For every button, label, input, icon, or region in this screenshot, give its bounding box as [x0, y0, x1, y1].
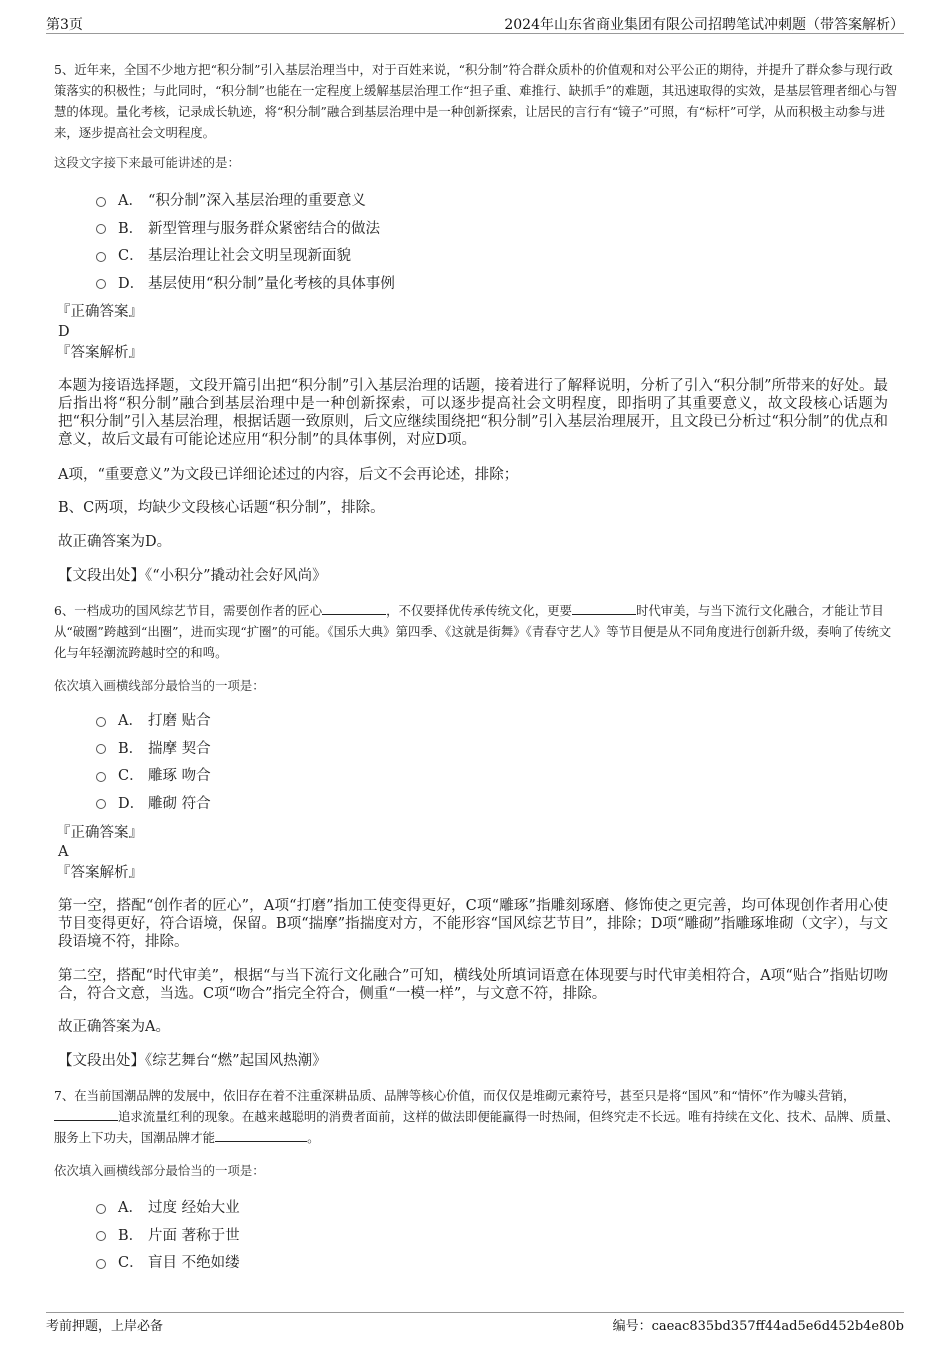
answer-value: A	[58, 844, 69, 860]
question-5-prompt: 这段文字接下来最可能讲述的是：	[54, 155, 240, 170]
question-5-text: 5、近年来，全国不少地方把“积分制”引入基层治理当中，对于百姓来说，“积分制”符合群众质朴的价值观和对公平公正的期待，并提升了群众参与现行政策落实的积极性；与此同时，“积分制”也能在一定程度上缓解基层治理工作“担子重、难推行、缺抓手”的难题，其迅速取得的实效，是基层管理者细心与智慧的体现。量化考核，记录成长轨迹，将“积分制”融合到基层治理中是一种创新探索，让居民的言行有“镜子”可照，有“标杆”可学，从而积极主动参与进来，逐步提高社会文明程度。	[54, 62, 898, 140]
analysis-label: 『答案解析』	[56, 345, 143, 361]
option-b[interactable]: B． 新型管理与服务群众紧密结合的做法	[96, 214, 395, 242]
header-divider	[46, 33, 904, 34]
option-b[interactable]: B． 片面 著称于世	[96, 1221, 240, 1249]
footer-divider	[46, 1312, 904, 1313]
radio-icon[interactable]	[96, 197, 106, 207]
analysis-paragraph: 故正确答案为D。	[58, 534, 172, 550]
source-citation: 【文段出处】《“小积分”撬动社会好风尚》	[58, 568, 327, 584]
fill-blank	[572, 602, 636, 615]
question-7-options	[96, 1193, 240, 1276]
document-title: 2024年山东省商业集团有限公司招聘笔试冲刺题（带答案解析）	[504, 17, 904, 33]
radio-icon[interactable]	[96, 1204, 106, 1214]
option-a[interactable]: A． “积分制”深入基层治理的重要意义	[96, 186, 395, 214]
answer-label: 『正确答案』	[56, 825, 143, 841]
footer-slogan: 考前押题，上岸必备	[46, 1319, 164, 1334]
question-7-text: 7、在当前国潮品牌的发展中，依旧存在着不注重深耕品质、品牌等核心价值，而仅仅是堆砌元素符号，甚至只是将“国风”和“情怀”作为噱头营销，追求流量红利的现象。在越来越聪明的消费者面前，这样的做法即便能赢得一时热闹，但终究走不长远。唯有持续在文化、技术、品牌、质量、服务上下功夫，国潮品牌才能 。	[54, 1088, 899, 1145]
question-6-text: 6、一档成功的国风综艺节目，需要创作者的匠心 ，不仅要择优传承传统文化，更要 时代审美，与当下流行文化融合，才能让节目从“破圈”跨越到“出圈”，进而实现“扩圈”的可能。《国乐大典》第四季、《这就是街舞》《青春守艺人》等节目便是从不同角度进行创新升级，奏响了传统文化与年轻潮流跨越时空的和鸣。	[54, 603, 892, 660]
radio-icon[interactable]	[96, 279, 106, 289]
radio-icon[interactable]	[96, 252, 106, 262]
option-c[interactable]: C． 盲目 不绝如缕	[96, 1248, 240, 1276]
analysis-paragraph: B、C两项，均缺少文段核心话题“积分制”，排除。	[58, 500, 385, 516]
fill-blank	[215, 1129, 307, 1142]
option-d[interactable]: D． 雕砌 符合	[96, 789, 211, 817]
option-a[interactable]: A． 过度 经始大业	[96, 1193, 240, 1221]
analysis-paragraph: 第一空，搭配“创作者的匠心”，A项“打磨”指加工使变得更好，C项“雕琢”指雕刻琢磨、修饰使之更完善，均可体现创作者用心使节目变得更好，符合语境，保留。B项“揣摩”指揣度对方，不能形容“国风综艺节目”，排除；D项“雕砌”指雕琢堆砌（文字），与文段语境不符，排除。	[58, 898, 888, 950]
analysis-paragraph: 第二空，搭配“时代审美”，根据“与当下流行文化融合”可知，横线处所填词语意在体现要与时代审美相符合，A项“贴合”指贴切吻合，符合文意，当选。C项“吻合”指完全符合，侧重“一模一样”，与文意不符，排除。	[58, 968, 888, 1002]
question-6-prompt: 依次填入画横线部分最恰当的一项是：	[54, 678, 265, 693]
option-d[interactable]: D． 基层使用“积分制”量化考核的具体事例	[96, 269, 395, 297]
analysis-paragraph: A项，“重要意义”为文段已详细论述过的内容，后文不会再论述，排除；	[58, 467, 519, 483]
analysis-paragraph: 故正确答案为A。	[58, 1019, 170, 1035]
radio-icon[interactable]	[96, 1259, 106, 1269]
source-citation: 【文段出处】《综艺舞台“燃”起国风热潮》	[58, 1053, 327, 1069]
radio-icon[interactable]	[96, 224, 106, 234]
radio-icon[interactable]	[96, 772, 106, 782]
option-c[interactable]: C． 雕琢 吻合	[96, 761, 211, 789]
analysis-label: 『答案解析』	[56, 865, 143, 881]
option-b[interactable]: B． 揣摩 契合	[96, 734, 211, 762]
page-number: 第3页	[46, 17, 83, 33]
radio-icon[interactable]	[96, 744, 106, 754]
fill-blank	[54, 1108, 118, 1121]
question-7-prompt: 依次填入画横线部分最恰当的一项是：	[54, 1163, 265, 1178]
answer-label: 『正确答案』	[56, 304, 143, 320]
radio-icon[interactable]	[96, 717, 106, 727]
fill-blank	[322, 602, 386, 615]
answer-value: D	[58, 324, 70, 340]
question-5-options	[96, 186, 395, 296]
document-code: 编号：caeac835bd357ff44ad5e6d452b4e80b	[612, 1319, 904, 1334]
radio-icon[interactable]	[96, 1231, 106, 1241]
question-6-options	[96, 706, 211, 816]
option-a[interactable]: A． 打磨 贴合	[96, 706, 211, 734]
analysis-paragraph: 本题为接语选择题，文段开篇引出把“积分制”引入基层治理的话题，接着进行了解释说明，分析了引入“积分制”所带来的好处。最后指出将“积分制”融合到基层治理中是一种创新探索，可以逐步提高社会文明程度，即指明了其重要意义，故文段核心话题为把“积分制”引入基层治理，根据话题一致原则，后文应继续围绕把“积分制”引入基层治理展开，且文段已分析过“积分制”的优点和意义，故后文最有可能论述应用“积分制”的具体事例，对应D项。	[58, 378, 888, 448]
option-c[interactable]: C． 基层治理让社会文明呈现新面貌	[96, 241, 395, 269]
radio-icon[interactable]	[96, 799, 106, 809]
